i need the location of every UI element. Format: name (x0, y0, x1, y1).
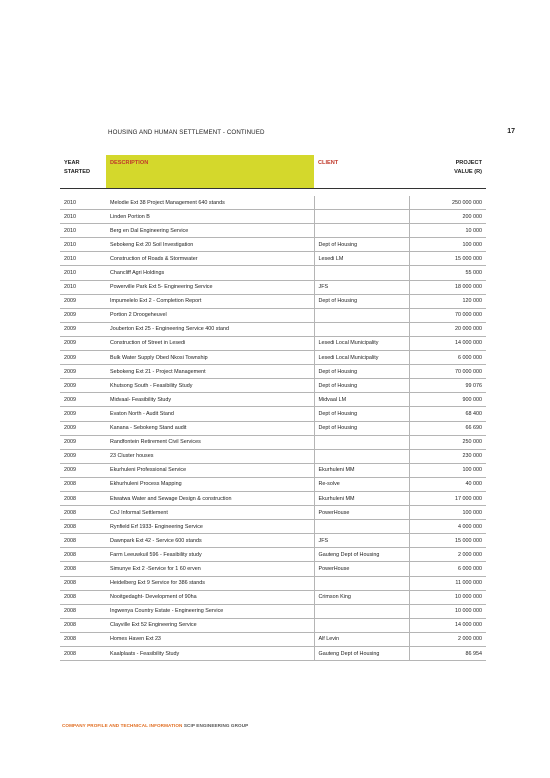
table-row (60, 393, 486, 407)
table-row (60, 336, 486, 350)
value-cell: 4 000 000 (409, 520, 486, 534)
description-cell: Homes Haven Ext 23 (106, 632, 314, 646)
value-cell: 230 000 (409, 449, 486, 463)
value-column-header (409, 155, 486, 189)
description-cell: Heidelberg Ext 9 Service for 386 stands (106, 576, 314, 590)
client-cell: Gauteng Dept of Housing (314, 647, 409, 661)
table-row (60, 365, 486, 379)
client-cell: Lesedi LM (314, 252, 409, 266)
section-title: HOUSING AND HUMAN SETTLEMENT - CONTINUED (108, 129, 265, 136)
client-cell: Crimson King (314, 590, 409, 604)
value-cell: 2 000 000 (409, 632, 486, 646)
description-cell: Clayville Ext 52 Engineering Service (106, 618, 314, 632)
client-cell: Dept of Housing (314, 421, 409, 435)
client-cell: Ekurhuleni MM (314, 491, 409, 505)
client-cell (314, 210, 409, 224)
client-cell: Midvaal LM (314, 393, 409, 407)
client-cell (314, 520, 409, 534)
value-cell: 250 000 000 (409, 196, 486, 210)
table-row (60, 534, 486, 548)
description-cell: Construction of Roads & Stormwater (106, 252, 314, 266)
value-cell: 20 000 000 (409, 322, 486, 336)
client-cell (314, 449, 409, 463)
description-cell: Nooitgedaght- Development of 90ha (106, 590, 314, 604)
description-cell: Ekurhuleni Professional Service (106, 463, 314, 477)
value-cell: 55 000 (409, 266, 486, 280)
value-cell: 6 000 000 (409, 351, 486, 365)
description-cell: Farm Leeuwkuil 596 - Feasibility study (106, 548, 314, 562)
year-cell: 2009 (60, 365, 106, 379)
description-cell: CoJ Informal Settlement (106, 506, 314, 520)
description-cell: Sebokeng Ext 21 - Project Management (106, 365, 314, 379)
description-cell: Kanana - Sebokeng Stand audit (106, 421, 314, 435)
value-cell: 900 000 (409, 393, 486, 407)
client-cell: Dept of Housing (314, 238, 409, 252)
table-row (60, 506, 486, 520)
year-cell: 2009 (60, 308, 106, 322)
description-cell: Dawnpark Ext 42 - Service 600 stands (106, 534, 314, 548)
page-number: 17 (507, 128, 515, 135)
year-cell: 2009 (60, 322, 106, 336)
table-row (60, 477, 486, 491)
year-header-line2: STARTED (64, 168, 90, 175)
description-cell: Evaton North - Audit Stand (106, 407, 314, 421)
year-cell: 2010 (60, 280, 106, 294)
table-row (60, 562, 486, 576)
year-cell: 2009 (60, 463, 106, 477)
year-cell: 2008 (60, 647, 106, 661)
value-cell: 15 000 000 (409, 252, 486, 266)
value-cell: 15 000 000 (409, 534, 486, 548)
description-cell: Berg en Dal Engineering Service (106, 224, 314, 238)
client-cell: Lesedi Local Municipality (314, 351, 409, 365)
client-cell: PowerHouse (314, 506, 409, 520)
value-header-line2: VALUE (R) (454, 168, 482, 175)
table-row (60, 379, 486, 393)
value-cell: 6 000 000 (409, 562, 486, 576)
page-header (108, 129, 515, 139)
client-column-header: CLIENT (314, 155, 409, 189)
table-row (60, 252, 486, 266)
table-row (60, 491, 486, 505)
client-cell: Alf Levin (314, 632, 409, 646)
year-cell: 2008 (60, 477, 106, 491)
year-cell: 2010 (60, 210, 106, 224)
value-cell: 70 000 000 (409, 365, 486, 379)
header-spacer (60, 189, 486, 197)
client-cell: Dept of Housing (314, 365, 409, 379)
year-cell: 2008 (60, 491, 106, 505)
year-header-line1: YEAR (64, 160, 80, 166)
client-cell: Ekurhuleni MM (314, 463, 409, 477)
value-cell: 250 000 (409, 435, 486, 449)
description-cell: Jouberton Ext 25 - Engineering Service 400 stand (106, 322, 314, 336)
table-row (60, 463, 486, 477)
client-cell (314, 322, 409, 336)
client-cell (314, 266, 409, 280)
client-cell: Dept of Housing (314, 407, 409, 421)
year-cell: 2008 (60, 506, 106, 520)
value-cell: 200 000 (409, 210, 486, 224)
description-cell: Linden Portion B (106, 210, 314, 224)
description-cell: Melodie Ext 38 Project Management 640 stands (106, 196, 314, 210)
description-cell: Sebokeng Ext 20 Soil Investigation (106, 238, 314, 252)
projects-table (60, 155, 486, 661)
client-cell: JFS (314, 280, 409, 294)
table-header-row (60, 155, 486, 189)
description-cell: Bulk Water Supply Obed Nkosi Township (106, 351, 314, 365)
value-cell: 66 690 (409, 421, 486, 435)
year-cell: 2008 (60, 520, 106, 534)
table-row (60, 449, 486, 463)
description-cell: Construction of Street in Lesedi (106, 336, 314, 350)
client-cell (314, 196, 409, 210)
description-cell: Chancliff Agri Holdings (106, 266, 314, 280)
client-cell (314, 435, 409, 449)
description-cell: Ekhurhuleni Process Mapping (106, 477, 314, 491)
table-row (60, 351, 486, 365)
value-cell: 14 000 000 (409, 618, 486, 632)
year-cell: 2008 (60, 562, 106, 576)
client-cell: Re-solve (314, 477, 409, 491)
table-row (60, 280, 486, 294)
year-cell: 2009 (60, 379, 106, 393)
year-cell: 2009 (60, 435, 106, 449)
value-cell: 40 000 (409, 477, 486, 491)
value-cell: 18 000 000 (409, 280, 486, 294)
description-cell: Rynfield Erf 1933- Engineering Service (106, 520, 314, 534)
client-cell: Lesedi Local Municipality (314, 336, 409, 350)
description-cell: Kaalplaats - Feasibility Study (106, 647, 314, 661)
table-row (60, 435, 486, 449)
client-cell (314, 224, 409, 238)
table-row (60, 266, 486, 280)
value-cell: 17 000 000 (409, 491, 486, 505)
value-cell: 68 400 (409, 407, 486, 421)
year-cell: 2010 (60, 196, 106, 210)
description-cell: Khutsong South - Feasibility Study (106, 379, 314, 393)
value-cell: 11 000 000 (409, 576, 486, 590)
year-cell: 2009 (60, 421, 106, 435)
client-cell: Dept of Housing (314, 379, 409, 393)
value-cell: 120 000 (409, 294, 486, 308)
client-cell (314, 576, 409, 590)
year-column-header (60, 155, 106, 189)
description-cell: 23 Cluster houses (106, 449, 314, 463)
year-cell: 2008 (60, 548, 106, 562)
client-cell: Dept of Housing (314, 294, 409, 308)
description-cell: Ingwenya Country Estate - Engineering Service (106, 604, 314, 618)
year-cell: 2010 (60, 252, 106, 266)
year-cell: 2010 (60, 238, 106, 252)
value-cell: 14 000 000 (409, 336, 486, 350)
description-cell: Portion 2 Droogeheuvel (106, 308, 314, 322)
year-cell: 2009 (60, 351, 106, 365)
client-cell: Gauteng Dept of Housing (314, 548, 409, 562)
value-cell: 10 000 000 (409, 604, 486, 618)
value-cell: 99 076 (409, 379, 486, 393)
table-row (60, 238, 486, 252)
description-cell: Midvaal- Feasibility Study (106, 393, 314, 407)
year-cell: 2008 (60, 590, 106, 604)
year-cell: 2010 (60, 266, 106, 280)
table-body (60, 189, 486, 661)
year-cell: 2010 (60, 224, 106, 238)
year-cell: 2009 (60, 336, 106, 350)
value-cell: 100 000 (409, 463, 486, 477)
table-row (60, 421, 486, 435)
table-row (60, 196, 486, 210)
table-row (60, 590, 486, 604)
year-cell: 2008 (60, 534, 106, 548)
page-footer (62, 723, 248, 728)
description-cell: Simunye Ext 2 -Service for 1 60 erven (106, 562, 314, 576)
table-row (60, 576, 486, 590)
table-row (60, 632, 486, 646)
description-cell: Powerville Park Ext 5- Engineering Service (106, 280, 314, 294)
table-row (60, 407, 486, 421)
value-cell: 70 000 000 (409, 308, 486, 322)
footer-company-profile: COMPANY PROFILE AND TECHNICAL INFORMATION (62, 723, 183, 728)
footer-company-name: SCIP ENGINEERING GROUP (183, 723, 249, 728)
table-row (60, 604, 486, 618)
description-column-header: DESCRIPTION (106, 155, 314, 189)
year-cell: 2008 (60, 618, 106, 632)
description-cell: Etwatwa Water and Sewage Design & construction (106, 491, 314, 505)
table-row (60, 308, 486, 322)
client-cell (314, 618, 409, 632)
table-row (60, 294, 486, 308)
value-cell: 100 000 (409, 506, 486, 520)
client-cell (314, 308, 409, 322)
value-header-line1: PROJECT (455, 160, 482, 166)
description-cell: Impumelelo Ext 2 - Completion Report (106, 294, 314, 308)
year-cell: 2008 (60, 604, 106, 618)
client-cell: JFS (314, 534, 409, 548)
table-row (60, 647, 486, 661)
value-cell: 100 000 (409, 238, 486, 252)
table-row (60, 210, 486, 224)
client-cell (314, 604, 409, 618)
year-cell: 2008 (60, 576, 106, 590)
description-cell: Randfontein Retirement Civil Services (106, 435, 314, 449)
year-cell: 2008 (60, 632, 106, 646)
table-row (60, 224, 486, 238)
table-row (60, 322, 486, 336)
value-cell: 10 000 000 (409, 590, 486, 604)
table-row (60, 520, 486, 534)
client-cell: PowerHouse (314, 562, 409, 576)
year-cell: 2009 (60, 393, 106, 407)
year-cell: 2009 (60, 294, 106, 308)
value-cell: 86 954 (409, 647, 486, 661)
year-cell: 2009 (60, 407, 106, 421)
value-cell: 2 000 000 (409, 548, 486, 562)
year-cell: 2009 (60, 449, 106, 463)
table-row (60, 548, 486, 562)
value-cell: 10 000 (409, 224, 486, 238)
table-row (60, 618, 486, 632)
